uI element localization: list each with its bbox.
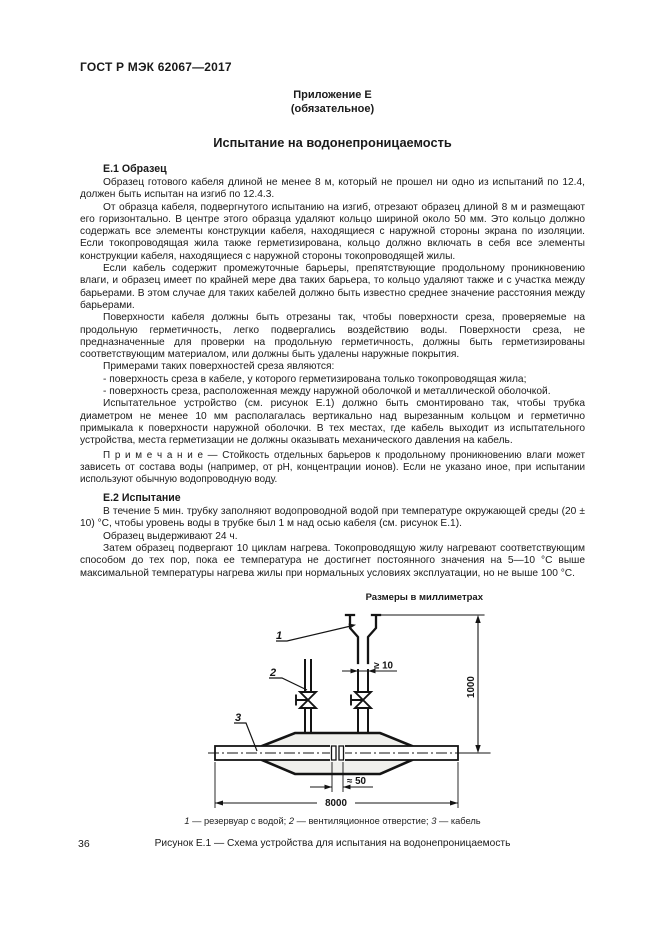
annex-title: [80, 89, 585, 116]
water-height-dimension: 1000: [466, 676, 477, 698]
sample-length-dimension: 8000: [325, 797, 347, 809]
figure-e1: [80, 590, 585, 882]
annex-title-line1: Приложение Е: [293, 89, 372, 101]
callout-1-leader: [276, 625, 353, 641]
figure-legend: [80, 816, 585, 826]
note-paragraph: П р и м е ч а н и е — Стойкость отдельных барьеров к продольному проникновению влаги может зависеть от состава воды (например, от pH, концентрации ионов). Если не указано иное, при испытании используют обычную водопроводную воду.: [80, 449, 585, 485]
paragraph: Если кабель содержит промежуточные барьеры, препятствующие продольному проникновению влаги, и образец имеет по крайней мере два таких барьера, то кольцо удаляют также и с участка между барьерами. В этом случае для таких кабелей должно быть известно среднее значение расстояния между барьерами.: [80, 263, 585, 311]
paragraph: В течение 5 мин. трубку заполняют водопроводной водой при температуре окружающей среды (20 ± 10) °С, чтобы уровень воды в трубке был 1 м над осью кабеля (см. рисунок Е.1).: [80, 506, 585, 530]
list-item: - поверхность среза, расположенная между наружной оболочкой и металлической оболочкой.: [103, 386, 551, 398]
standard-code-header: ГОСТ Р МЭК 62067—2017: [80, 60, 232, 74]
document-title: Испытание на водонепроницаемость: [213, 135, 452, 150]
legend-desc-3: — кабель: [436, 815, 481, 826]
ring-width-dimension: ≈ 50: [347, 775, 366, 787]
tube-diameter-dimension: ≥ 10: [374, 660, 393, 672]
callout-1-reservoir: 1: [276, 629, 283, 642]
legend-desc-1: — резервуар с водой;: [189, 815, 289, 826]
paragraph: Образец готового кабеля длиной не менее 8 м, который не прошел ни одно из испытаний по 12.4, должен быть испытан на изгиб по 12.4.3.: [80, 177, 585, 201]
paragraph: От образца кабеля, подвергнутого испытанию на изгиб, отрезают образец длиной 8 м и размещают его горизонтально. В центре этого образца удаляют кольцо шириной около 50 мм. Это кольцо должно содержать все элементы конструкции кабеля, находящиеся с наружной стороны экрана по изоляции. Если токопроводящая жила также герметизирована, кольцо должно включать в себя все элементы конструкции кабеля, находящиеся с наружной стороны токопроводящей жилы.: [80, 201, 585, 262]
legend-num-2: 2: [288, 815, 294, 826]
section-heading-e2: Е.2 Испытание: [103, 492, 181, 505]
text-block: [80, 60, 585, 882]
callout-2-leader: [269, 678, 307, 690]
callout-2-vent: 2: [270, 666, 277, 679]
section-heading-e1: Е.1 Образец: [103, 163, 167, 175]
annex-title-line2: (обязательное): [290, 102, 375, 115]
legend-num-3: 3: [431, 815, 437, 826]
callout-3-cable: 3: [235, 711, 242, 724]
paragraph: Образец выдерживают 24 ч.: [103, 530, 238, 542]
paragraph: Испытательное устройство (см. рисунок Е.1) должно быть смонтировано так, чтобы трубка диаметром не менее 10 мм располагалась вертикально над вырезанным кольцом и герметично примыкала к поверхности наружной оболочки. В тех местах, где кабель выходит из испытательного устройства, места герметизации не должны оказывать механического давления на кабель.: [80, 398, 585, 447]
figure-caption: Рисунок Е.1 — Схема устройства для испытания на водонепроницаемость: [154, 837, 511, 849]
legend-num-1: 1: [184, 815, 190, 826]
page-number: 36: [78, 838, 90, 850]
paragraph: Примерами таких поверхностей среза являются:: [103, 361, 335, 373]
paragraph: Затем образец подвергают 10 циклам нагрева. Токопроводящую жилу нагревают соответствующим способом до тех пор, пока ее температура не достигнет постоянного значения на 5—10 °С выше максимальной температуры нагрева жилы при нормальных условиях эксплуатации, но не выше 100 °С.: [80, 543, 585, 579]
ring-cut-left: [332, 746, 337, 760]
paragraph: Поверхности кабеля должны быть отрезаны так, чтобы поверхности среза, проверяемые на продольную герметичность, легко подвергались воздействию воды. Поверхности среза, не предназначенные для проверки на продольную герметичность, должны быть герметизированы соответствующим материалом, или должны быть удалены наружные покрытия.: [80, 312, 585, 361]
figure-units-label: Размеры в миллиметрах: [365, 591, 483, 603]
water-reservoir-funnel: [346, 615, 380, 663]
list-item: - поверхность среза в кабеле, у которого герметизирована только токопроводящая жила;: [103, 373, 527, 385]
legend-desc-2: — вентиляционное отверстие;: [293, 815, 432, 826]
test-apparatus-diagram: [150, 606, 520, 821]
ring-cut-right: [339, 746, 344, 760]
